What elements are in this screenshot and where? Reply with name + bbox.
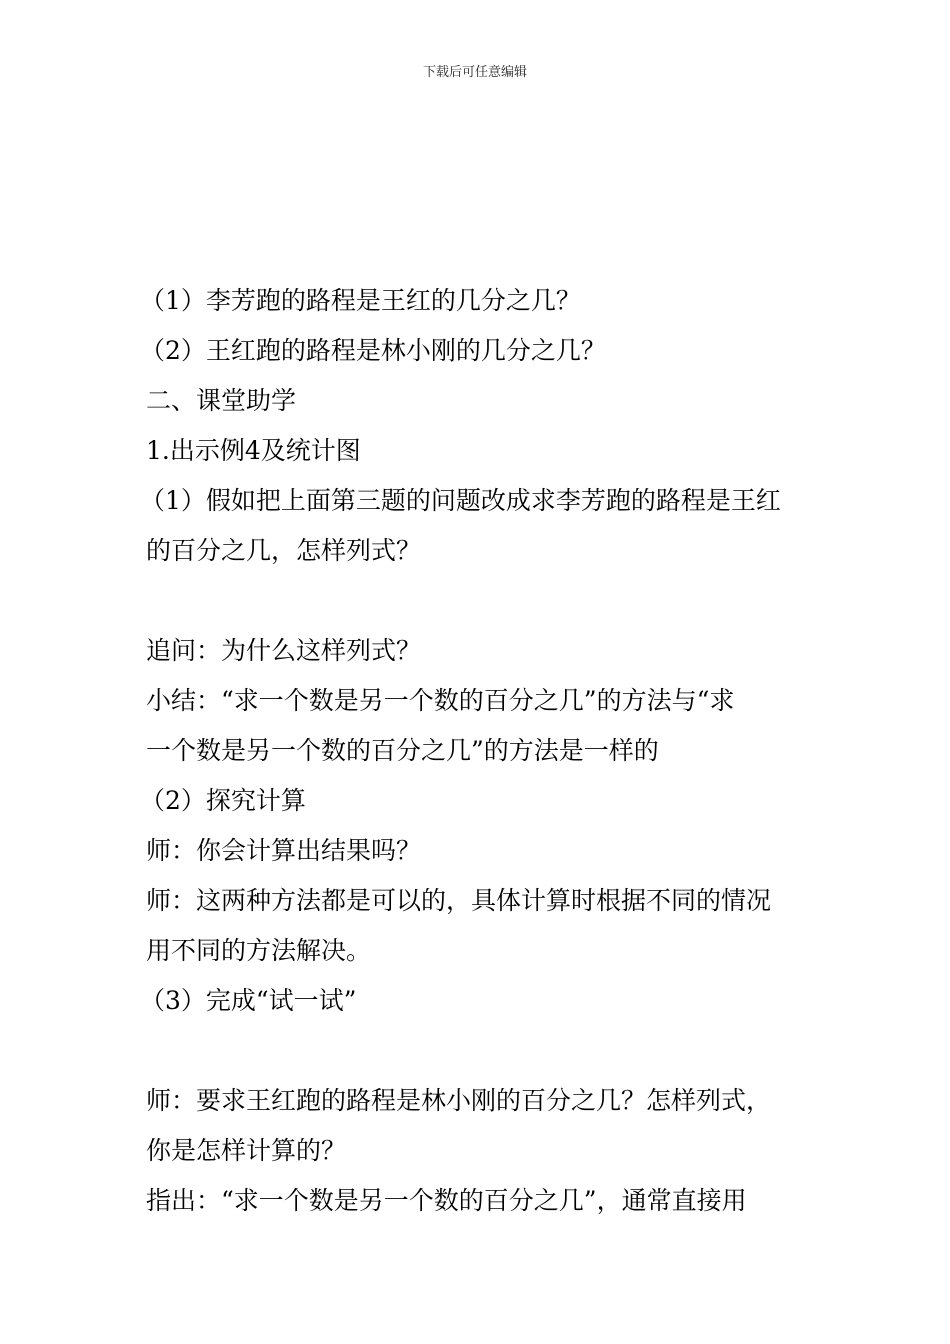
text-line: 师：要求王红跑的路程是林小刚的百分之几？怎样列式， (146, 1086, 772, 1115)
text-line: 小结：“求一个数是另一个数的百分之几”的方法与“求 (146, 686, 735, 715)
blank-line (146, 1026, 816, 1076)
text-line: （1）假如把上面第三题的问题改成求李芳跑的路程是王红 (140, 486, 781, 515)
text-line: 1.出示例4及统计图 (146, 436, 361, 465)
text-line: （2）探究计算 (140, 786, 306, 815)
document-body (140, 276, 816, 1226)
section-heading: 二、课堂助学 (146, 386, 297, 415)
text-line: 师：这两种方法都是可以的，具体计算时根据不同的情况 (146, 886, 772, 915)
text-line: 的百分之几，怎样列式？ (146, 536, 422, 565)
text-line: 一个数是另一个数的百分之几”的方法是一样的 (146, 736, 659, 765)
text-line: 指出：“求一个数是另一个数的百分之几”，通常直接用 (146, 1186, 747, 1215)
text-line: 你是怎样计算的？ (146, 1136, 347, 1165)
blank-line (146, 576, 816, 626)
text-line: 追问：为什么这样列式？ (146, 636, 422, 665)
page-header-note: 下载后可任意编辑 (422, 65, 527, 80)
text-line: 师：你会计算出结果吗？ (146, 836, 422, 865)
text-line: （2）王红跑的路程是林小刚的几分之几？ (140, 336, 606, 365)
text-line: 用不同的方法解决。 (146, 936, 372, 965)
text-line: （3）完成“试一试” (140, 986, 357, 1015)
text-line: （1）李芳跑的路程是王红的几分之几？ (140, 286, 581, 315)
